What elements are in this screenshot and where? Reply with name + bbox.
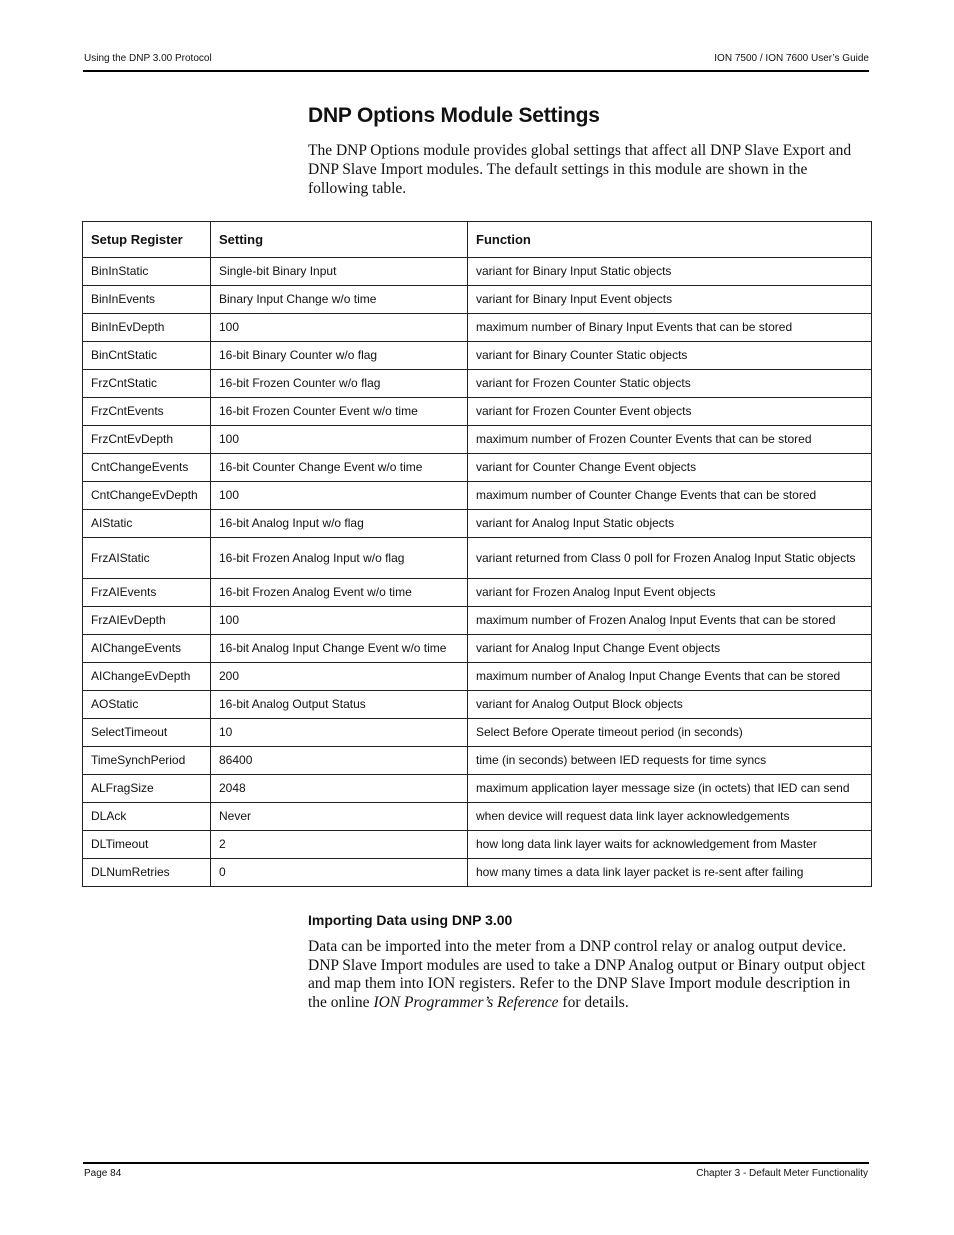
setup-register-cell: AOStatic [83,691,211,719]
importing-text: Data can be imported into the meter from a DNP control relay or analog output device. DNP Slave Import modules are used to take a DNP Analog output or Binary output object and map them into ION registers. Refer to the DNP Slave Import module description in the online [308,938,866,1011]
function-cell: variant for Binary Input Static objects [468,258,872,286]
setting-cell: 0 [211,859,468,887]
function-cell: when device will request data link layer acknowledgements [468,803,872,831]
function-cell: variant for Frozen Counter Event objects [468,398,872,426]
table-row [83,831,872,859]
reference-title: ION Programmer’s Reference [373,993,559,1011]
setup-register-cell: FrzAIEvDepth [83,607,211,635]
function-cell: variant for Frozen Counter Static objects [468,370,872,398]
setting-cell: 16-bit Frozen Counter w/o flag [211,370,468,398]
function-cell: variant for Frozen Analog Input Event objects [468,579,872,607]
table-row [83,314,872,342]
setting-cell: 100 [211,607,468,635]
table-row [83,719,872,747]
setting-cell: 16-bit Analog Input w/o flag [211,510,468,538]
table-row [83,482,872,510]
section-title: DNP Options Module Settings [308,104,600,127]
table-header-row [83,222,872,258]
setup-register-cell: FrzAIStatic [83,538,211,579]
setting-cell: 16-bit Analog Input Change Event w/o time [211,635,468,663]
function-cell: how long data link layer waits for acknowledgement from Master [468,831,872,859]
function-cell: maximum number of Analog Input Change Events that can be stored [468,663,872,691]
setup-register-cell: ALFragSize [83,775,211,803]
setup-register-cell: BinInEvDepth [83,314,211,342]
table-row [83,342,872,370]
table-row [83,510,872,538]
function-cell: variant for Counter Change Event objects [468,454,872,482]
setting-cell: 200 [211,663,468,691]
running-header-right: ION 7500 / ION 7600 User’s Guide [714,53,869,64]
function-cell: maximum number of Frozen Analog Input Events that can be stored [468,607,872,635]
table-row [83,775,872,803]
table-row [83,663,872,691]
setting-cell: Never [211,803,468,831]
table-row [83,258,872,286]
setup-register-cell: DLNumRetries [83,859,211,887]
function-cell: variant for Binary Input Event objects [468,286,872,314]
setting-cell: 16-bit Frozen Counter Event w/o time [211,398,468,426]
setting-cell: Binary Input Change w/o time [211,286,468,314]
setup-register-cell: SelectTimeout [83,719,211,747]
setting-cell: 16-bit Counter Change Event w/o time [211,454,468,482]
table-row [83,426,872,454]
function-cell: how many times a data link layer packet is re-sent after failing [468,859,872,887]
setup-register-cell: AIChangeEvDepth [83,663,211,691]
table-row [83,859,872,887]
table-row [83,538,872,579]
table-row [83,635,872,663]
function-cell: maximum number of Frozen Counter Events that can be stored [468,426,872,454]
table-row [83,286,872,314]
setup-register-cell: BinCntStatic [83,342,211,370]
setup-register-cell: FrzAIEvents [83,579,211,607]
table-row [83,370,872,398]
setting-cell: 2048 [211,775,468,803]
function-cell: variant returned from Class 0 poll for Frozen Analog Input Static objects [468,538,872,579]
function-cell: time (in seconds) between IED requests for time syncs [468,747,872,775]
running-header-left: Using the DNP 3.00 Protocol [84,53,212,64]
settings-table [82,221,872,887]
setting-cell: 86400 [211,747,468,775]
table-row [83,398,872,426]
table-row [83,691,872,719]
setup-register-cell: AIStatic [83,510,211,538]
setup-register-cell: BinInEvents [83,286,211,314]
function-cell: variant for Analog Input Static objects [468,510,872,538]
header-rule [83,70,869,72]
setup-register-cell: DLTimeout [83,831,211,859]
setting-cell: 2 [211,831,468,859]
setting-cell: 100 [211,314,468,342]
setup-register-cell: CntChangeEvDepth [83,482,211,510]
setup-register-cell: CntChangeEvents [83,454,211,482]
table-row [83,607,872,635]
setup-register-cell: FrzCntEvDepth [83,426,211,454]
function-cell: variant for Analog Input Change Event objects [468,635,872,663]
footer-rule [83,1162,869,1164]
column-header: Function [468,222,872,258]
importing-text-end: for details. [558,993,629,1011]
intro-paragraph: The DNP Options module provides global settings that affect all DNP Slave Export and DNP Slave Import modules. The default settings in this module are shown in the following table. [308,142,852,197]
setting-cell: 10 [211,719,468,747]
setup-register-cell: DLAck [83,803,211,831]
table-row [83,803,872,831]
importing-paragraph [308,938,868,1012]
setting-cell: 16-bit Binary Counter w/o flag [211,342,468,370]
setup-register-cell: TimeSynchPeriod [83,747,211,775]
function-cell: variant for Analog Output Block objects [468,691,872,719]
setup-register-cell: FrzCntEvents [83,398,211,426]
page-number: Page 84 [84,1168,122,1179]
setting-cell: 16-bit Frozen Analog Input w/o flag [211,538,468,579]
chapter-footer: Chapter 3 - Default Meter Functionality [696,1168,868,1179]
table-row [83,454,872,482]
function-cell: Select Before Operate timeout period (in seconds) [468,719,872,747]
setting-cell: Single-bit Binary Input [211,258,468,286]
column-header: Setting [211,222,468,258]
setup-register-cell: FrzCntStatic [83,370,211,398]
setup-register-cell: BinInStatic [83,258,211,286]
setting-cell: 100 [211,482,468,510]
setup-register-cell: AIChangeEvents [83,635,211,663]
table-row [83,579,872,607]
setting-cell: 16-bit Frozen Analog Event w/o time [211,579,468,607]
column-header: Setup Register [83,222,211,258]
importing-heading: Importing Data using DNP 3.00 [308,912,513,928]
function-cell: maximum application layer message size (in octets) that IED can send [468,775,872,803]
table-row [83,747,872,775]
setting-cell: 16-bit Analog Output Status [211,691,468,719]
function-cell: maximum number of Counter Change Events that can be stored [468,482,872,510]
function-cell: variant for Binary Counter Static objects [468,342,872,370]
function-cell: maximum number of Binary Input Events that can be stored [468,314,872,342]
setting-cell: 100 [211,426,468,454]
